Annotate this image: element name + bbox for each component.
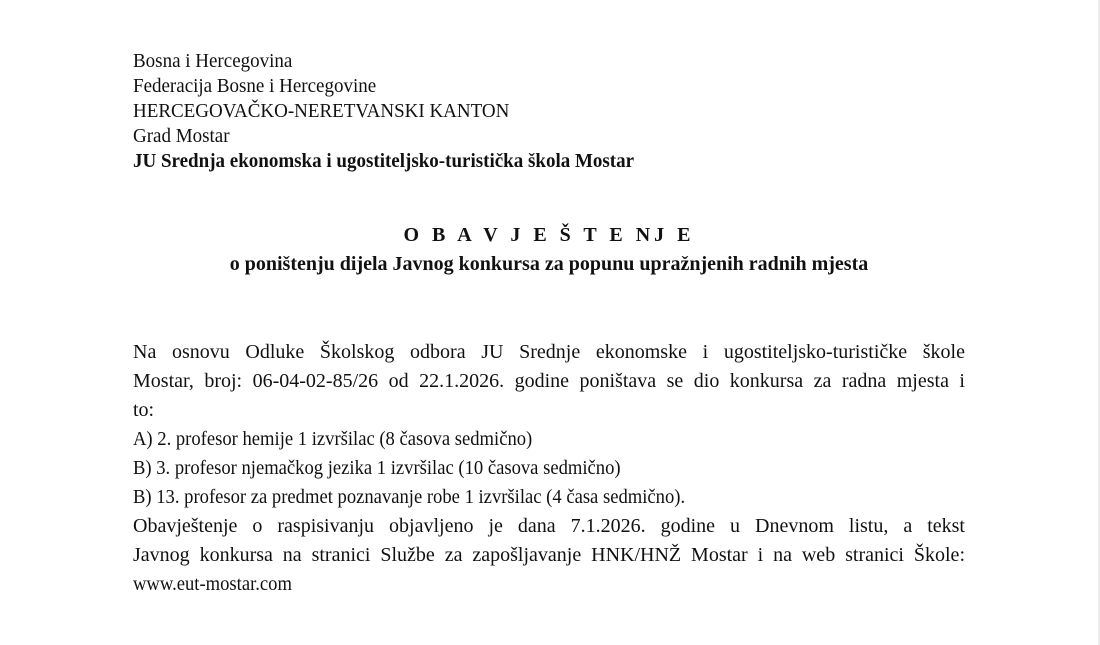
intro-line: Na osnovu Odluke Školskog odbora JU Srednje ekonomske i ugostiteljsko-turističke škole [133, 341, 965, 363]
position-item: B) 3. profesor njemačkog jezika 1 izvršilac (10 časova sedmično) [133, 457, 621, 479]
position-item: B) 13. profesor za predmet poznavanje robe 1 izvršilac (4 časa sedmično). [133, 486, 686, 508]
notice-heading: O B A V J E Š T E NJ E [403, 224, 695, 246]
position-item: A) 2. profesor hemije 1 izvršilac (8 časova sedmično) [133, 428, 533, 450]
letterhead [133, 49, 660, 174]
federation-line: Federacija Bosne i Hercegovine [133, 75, 377, 97]
closing-line: Obavještenje o raspisivanju objavljeno je dana 7.1.2026. godine u Dnevnom listu, a tekst [133, 515, 965, 537]
intro-line: to: [133, 399, 155, 421]
school-name: JU Srednja ekonomska i ugostiteljsko-turistička škola Mostar [133, 150, 635, 172]
notice-body [133, 338, 965, 599]
notice-subheading: o poništenju dijela Javnog konkursa za popunu upražnjenih radnih mjesta [229, 253, 869, 275]
website-link[interactable]: www.eut-mostar.com [133, 573, 292, 595]
notice-title [133, 221, 965, 279]
closing-line: Javnog konkursa na stranici Službe za zapošljavanje HNK/HNŽ Mostar i na web stranici Škole: [133, 544, 965, 566]
city-line: Grad Mostar [133, 125, 230, 147]
country-line: Bosna i Hercegovina [133, 50, 293, 72]
intro-line: Mostar, broj: 06-04-02-85/26 od 22.1.2026. godine poništava se dio konkursa za radna mjesta i [133, 370, 965, 392]
canton-line: HERCEGOVAČKO-NERETVANSKI KANTON [133, 100, 510, 122]
